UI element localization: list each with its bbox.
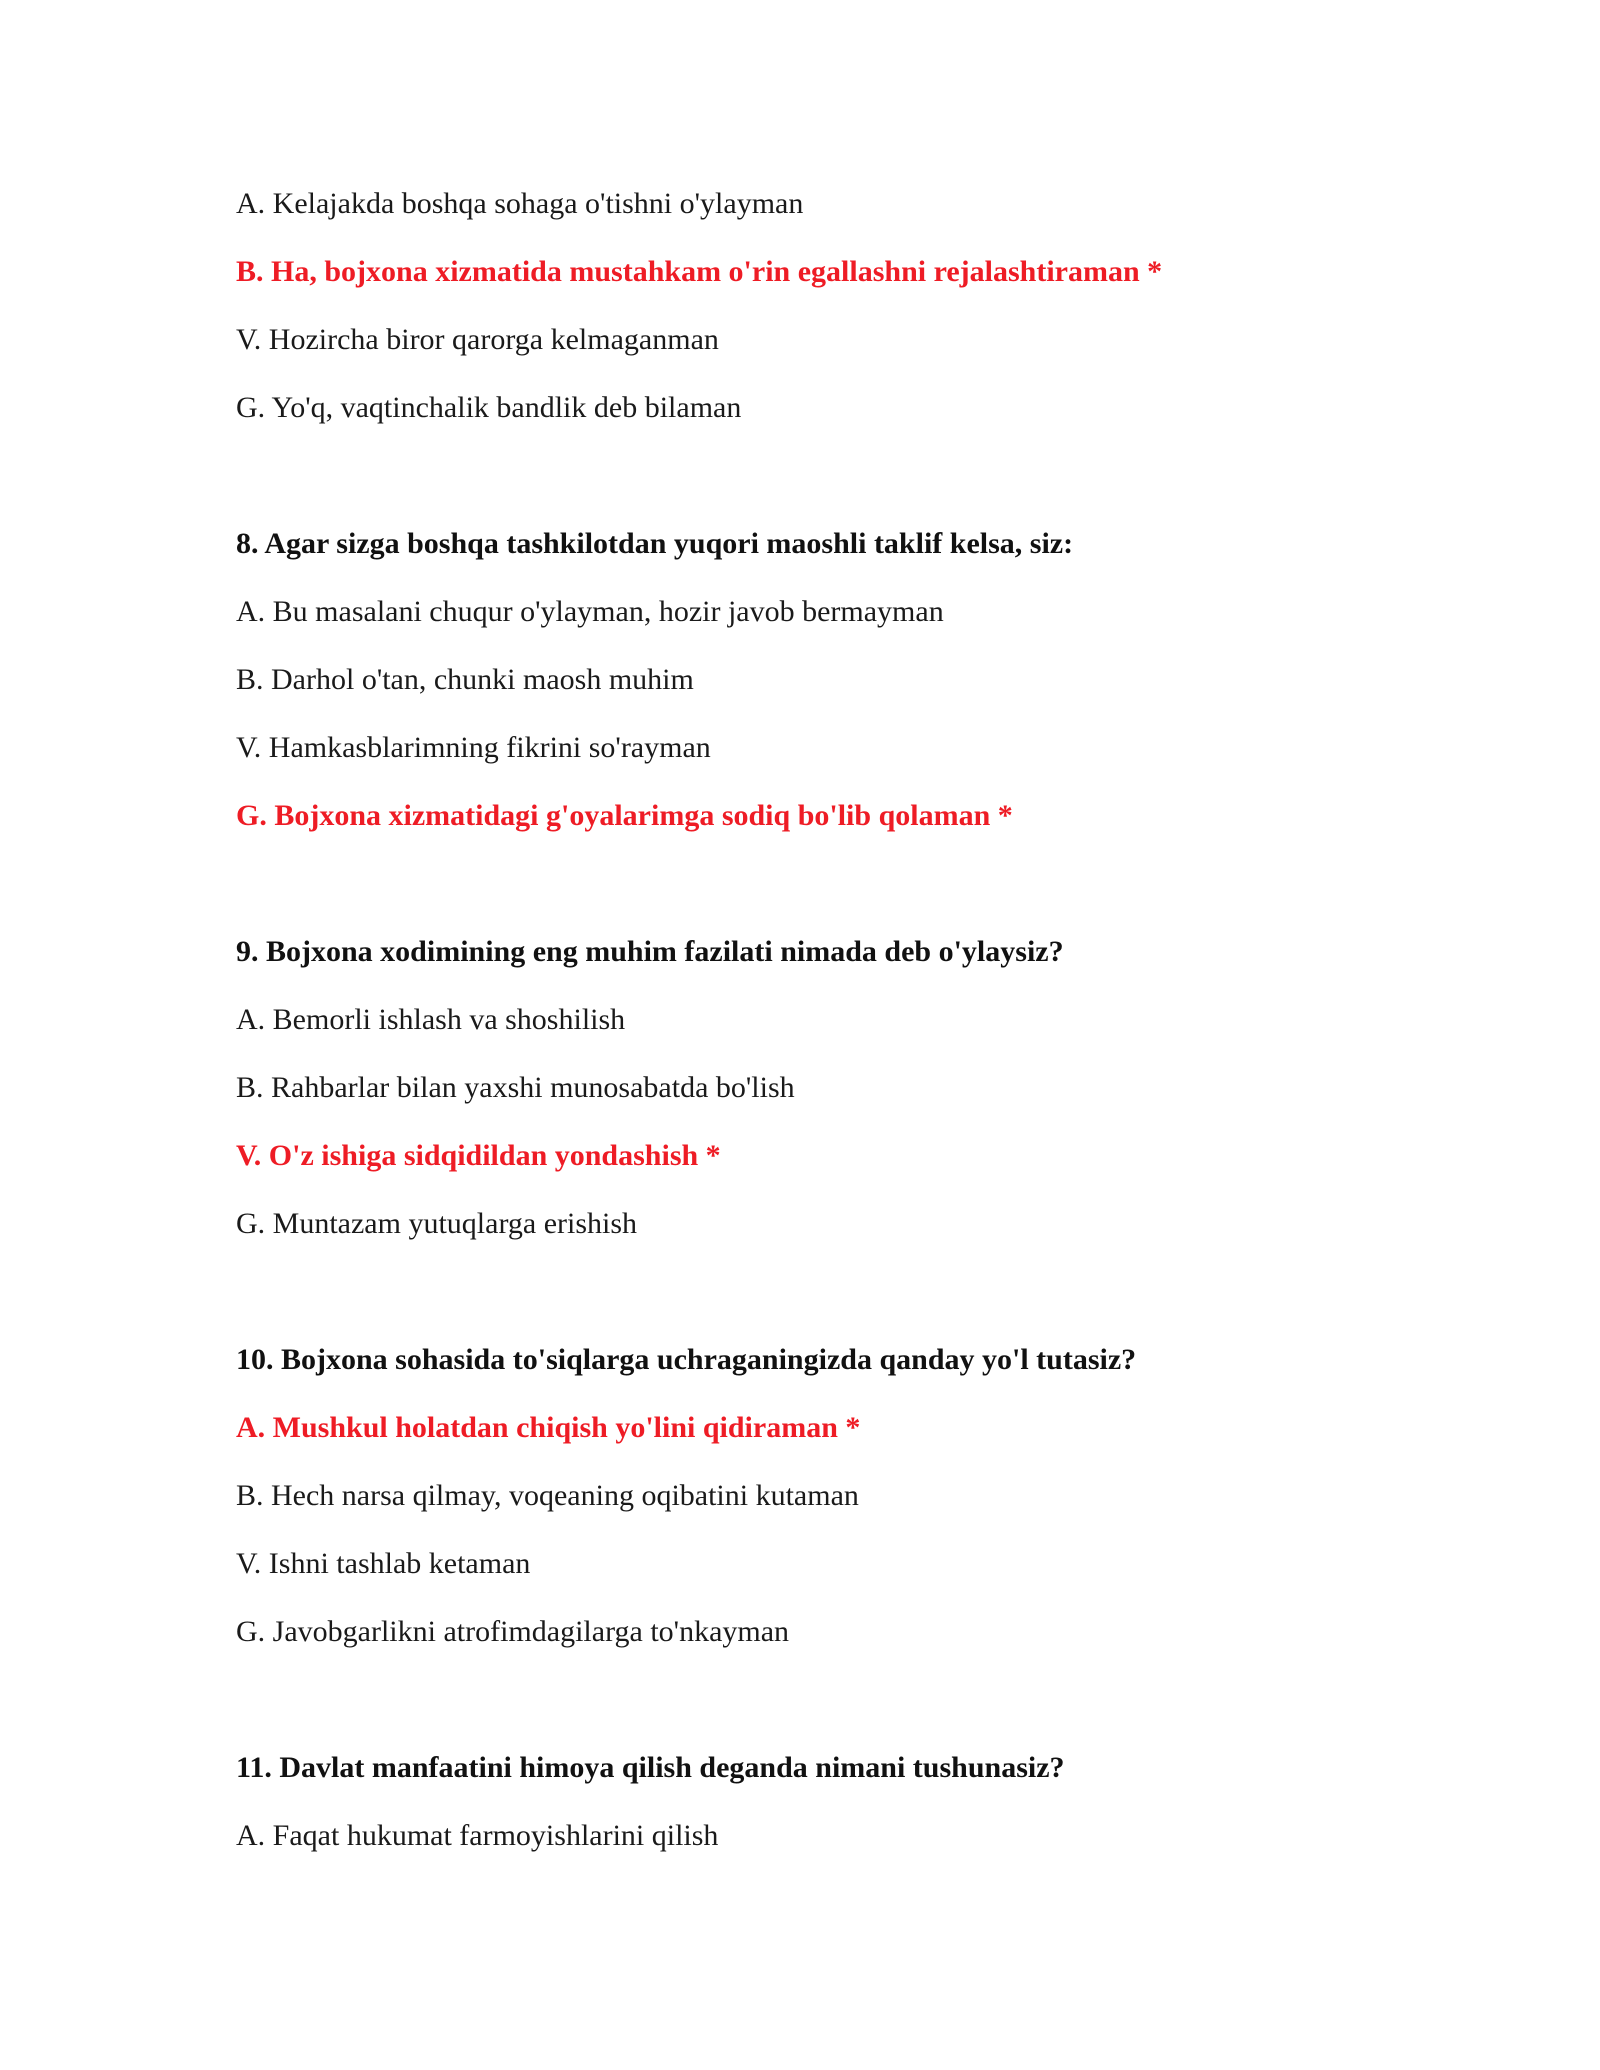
question-8-text: 8. Agar sizga boshqa tashkilotdan yuqori maoshli taklif kelsa, siz:	[236, 527, 1074, 560]
q10-option-a-correct: A. Mushkul holatdan chiqish yo'lini qidiraman *	[236, 1411, 861, 1444]
q7-option-a: A. Kelajakda boshqa sohaga o'tishni o'ylayman	[236, 187, 804, 220]
q9-option-v-correct: V. O'z ishiga sidqidildan yondashish *	[236, 1139, 721, 1172]
q8-option-v: V. Hamkasblarimning fikrini so'rayman	[236, 731, 711, 764]
q10-option-g: G. Javobgarlikni atrofimdagilarga to'nkayman	[236, 1615, 790, 1648]
question-10-text: 10. Bojxona sohasida to'siqlarga uchraganingizda qanday yo'l tutasiz?	[236, 1343, 1137, 1376]
q11-option-a: A. Faqat hukumat farmoyishlarini qilish	[236, 1819, 719, 1852]
q10-option-v: V. Ishni tashlab ketaman	[236, 1547, 531, 1580]
quiz-content	[236, 186, 1416, 1886]
q8-option-a: A. Bu masalani chuqur o'ylayman, hozir javob bermayman	[236, 595, 944, 628]
q7-option-v: V. Hozircha biror qarorga kelmaganman	[236, 323, 719, 356]
q9-option-g: G. Muntazam yutuqlarga erishish	[236, 1207, 638, 1240]
question-11-block	[236, 1750, 1416, 1854]
question-9-block	[236, 934, 1416, 1242]
question-7-options	[236, 186, 1416, 426]
q7-option-b-correct: B. Ha, bojxona xizmatida mustahkam o'rin egallashni rejalashtiraman *	[236, 255, 1163, 288]
q8-option-g-correct: G. Bojxona xizmatidagi g'oyalarimga sodiq bo'lib qolaman *	[236, 799, 1013, 832]
q8-option-b: B. Darhol o'tan, chunki maosh muhim	[236, 663, 694, 696]
q9-option-b: B. Rahbarlar bilan yaxshi munosabatda bo'lish	[236, 1071, 795, 1104]
q10-option-b: B. Hech narsa qilmay, voqeaning oqibatini kutaman	[236, 1479, 859, 1512]
q9-option-a: A. Bemorli ishlash va shoshilish	[236, 1003, 626, 1036]
question-10-block	[236, 1342, 1416, 1650]
question-9-text: 9. Bojxona xodimining eng muhim fazilati nimada deb o'ylaysiz?	[236, 935, 1064, 968]
question-8-block	[236, 526, 1416, 834]
q7-option-g: G. Yo'q, vaqtinchalik bandlik deb bilaman	[236, 391, 742, 424]
question-11-text: 11. Davlat manfaatini himoya qilish deganda nimani tushunasiz?	[236, 1751, 1065, 1784]
